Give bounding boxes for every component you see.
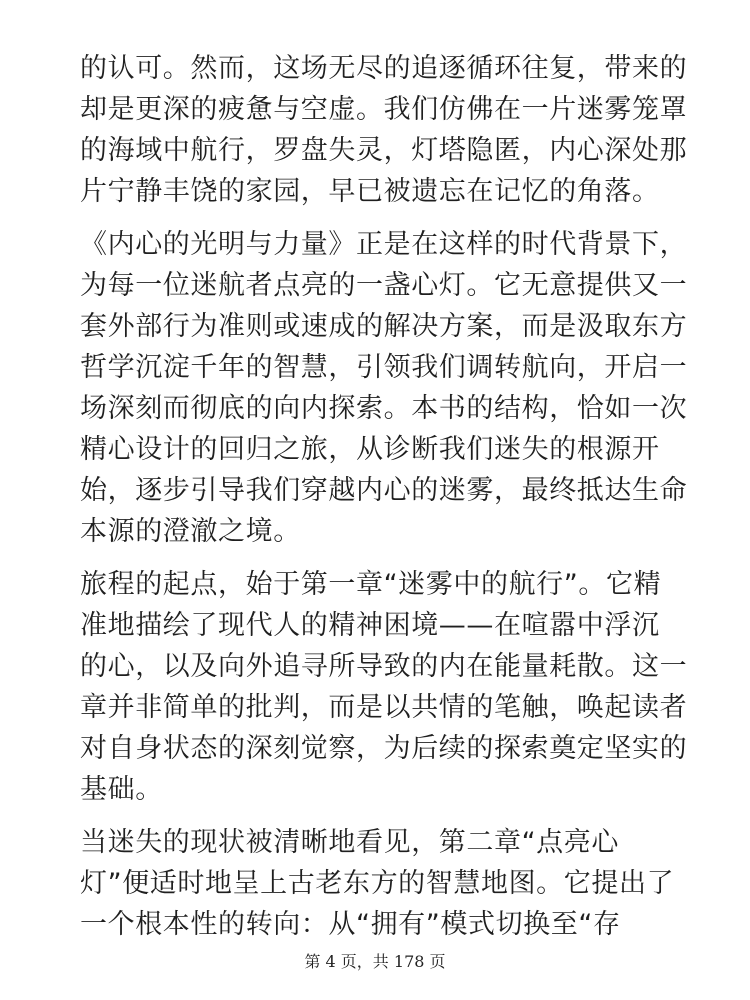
- text-line: 的认可。然而，这场无尽的追逐循环往复，带来的: [80, 53, 688, 84]
- text-line: 始，逐步引导我们穿越内心的迷雾，最终抵达生命: [80, 475, 688, 506]
- text-line: 旅程的起点，始于第一章“迷雾中的航行”。它精: [80, 569, 662, 600]
- text-line: 章并非简单的批判，而是以共情的笔触，唤起读者: [80, 692, 688, 723]
- text-line: 的心，以及向外追寻所导致的内在能量耗散。这一: [80, 651, 688, 682]
- paragraph-3: [80, 564, 688, 810]
- text-line: 灯”便适时地呈上古老东方的智慧地图。它提出了: [80, 868, 675, 899]
- text-line: 基础。: [80, 774, 163, 805]
- page-number-footer: 第 4 页，共 178 页: [304, 952, 446, 971]
- text-line: 准地描绘了现代人的精神困境——在喧嚣中浮沉: [80, 610, 660, 641]
- text-line: 为每一位迷航者点亮的一盏心灯。它无意提供又一: [80, 270, 688, 301]
- text-line: 套外部行为准则或速成的解决方案，而是汲取东方: [80, 311, 688, 342]
- paragraph-4: [80, 822, 678, 945]
- text-line: 却是更深的疲惫与空虚。我们仿佛在一片迷雾笼罩: [80, 94, 688, 125]
- text-line: 的海域中航行，罗盘失灵，灯塔隐匿，内心深处那: [80, 135, 688, 166]
- text-line: 片宁静丰饶的家园，早已被遗忘在记忆的角落。: [80, 176, 660, 207]
- page-body-text: [80, 48, 688, 957]
- text-line: 场深刻而彻底的向内探索。本书的结构，恰如一次: [80, 393, 688, 424]
- paragraph-1: [80, 48, 688, 212]
- text-line: 精心设计的回归之旅，从诊断我们迷失的根源开: [80, 434, 660, 465]
- text-line: 一个根本性的转向：从“拥有”模式切换至“存: [80, 909, 621, 940]
- text-line: 哲学沉淀千年的智慧，引领我们调转航向，开启一: [80, 352, 688, 383]
- paragraph-2: [80, 224, 688, 552]
- text-line: 对自身状态的深刻觉察，为后续的探索奠定坚实的: [80, 733, 688, 764]
- text-line: 当迷失的现状被清晰地看见，第二章“点亮心: [80, 827, 619, 858]
- text-line: 《内心的光明与力量》正是在这样的时代背景下，: [80, 229, 688, 260]
- text-line: 本源的澄澈之境。: [80, 516, 301, 547]
